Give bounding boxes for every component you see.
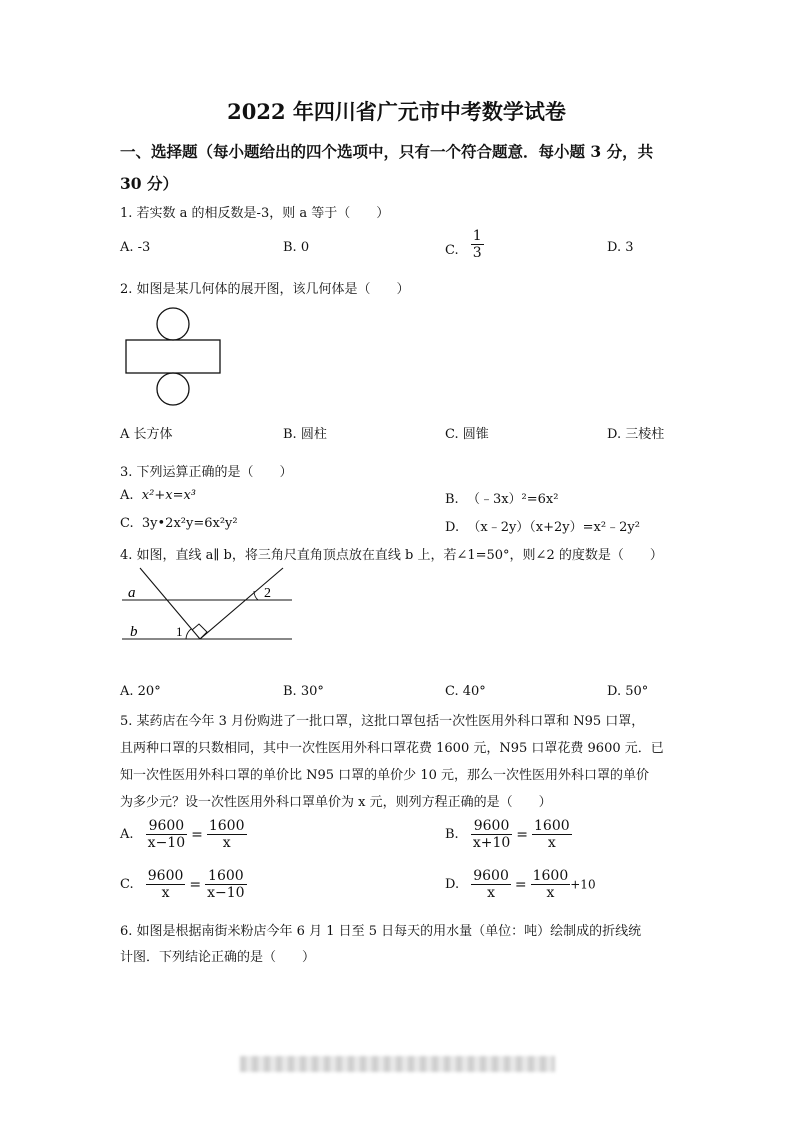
option-tail: +10 xyxy=(570,877,596,892)
fraction-denominator: x xyxy=(547,835,556,852)
fraction-numerator: 9600 xyxy=(147,868,184,884)
equals-sign: = xyxy=(189,876,202,893)
q3-option-a xyxy=(120,488,196,503)
q3-stem: 3. 下列运算正确的是（ ） xyxy=(120,465,293,480)
net-figure xyxy=(118,304,228,414)
fraction-numerator: 9600 xyxy=(471,818,512,835)
label-angle-1: 1 xyxy=(176,624,183,639)
equals-sign: = xyxy=(191,826,203,843)
q3-option-d xyxy=(445,516,640,535)
option-label: B. xyxy=(445,827,459,843)
q1-option-a: A. -3 xyxy=(120,240,151,255)
triangle-leg-right xyxy=(200,568,283,639)
fraction-denominator: x−10 xyxy=(147,835,186,852)
triangle-leg-left xyxy=(140,568,200,639)
fraction-left xyxy=(471,818,512,851)
fraction-left xyxy=(146,868,186,901)
q2-option-b: B. 圆柱 xyxy=(283,427,327,442)
option-expression: x²+x=x³ xyxy=(141,488,196,503)
option-label: A. xyxy=(120,827,134,843)
fraction-denominator: x xyxy=(161,885,170,902)
q5-line2: 且两种口罩的只数相同，其中一次性医用外科口罩花费 1600 元，N95 口罩花费 9600 元．已 xyxy=(120,741,664,756)
fraction-numerator: 1600 xyxy=(208,818,245,834)
q5-option-c xyxy=(120,868,247,901)
fraction-numerator: 1600 xyxy=(534,818,570,834)
top-circle xyxy=(157,308,189,340)
fraction-numerator: 1 xyxy=(472,228,482,244)
q4-option-a: A. 20° xyxy=(120,684,161,699)
q2-stem: 2. 如图是某几何体的展开图，该几何体是（ ） xyxy=(120,282,410,297)
fraction-denominator: x xyxy=(222,835,231,852)
option-label: D. xyxy=(445,877,460,893)
q5-option-d xyxy=(445,868,596,901)
bottom-circle xyxy=(157,373,189,405)
fraction-denominator: x−10 xyxy=(207,885,245,902)
q4-stem: 4. 如图，直线 a∥ b，将三角尺直角顶点放在直线 b 上，若∠1=50°，则∠2 的度数是（ ） xyxy=(120,548,663,563)
equals-sign: = xyxy=(514,876,527,893)
fraction-numerator: 1600 xyxy=(532,868,569,884)
option-expression: （﹣3x）²=6x² xyxy=(466,492,559,507)
fraction-numerator: 9600 xyxy=(473,868,509,884)
angle-1-arc xyxy=(186,629,191,639)
section-heading-line1: 一、选择题（每小题给出的四个选项中，只有一个符合题意．每小题 3 分，共 xyxy=(120,142,654,161)
q2-option-d: D. 三棱柱 xyxy=(607,427,665,442)
fraction-right xyxy=(532,818,572,851)
q4-option-d: D. 50° xyxy=(607,684,649,699)
q5-option-a xyxy=(120,818,247,851)
option-label: C. xyxy=(120,516,134,531)
q5-line4: 为多少元？设一次性医用外科口罩单价为 x 元，则列方程正确的是（ ） xyxy=(120,795,552,810)
q1-option-b: B. 0 xyxy=(283,240,310,255)
q1-option-c xyxy=(445,228,484,262)
q2-option-c: C. 圆锥 xyxy=(445,427,489,442)
fraction-numerator: 1600 xyxy=(205,868,246,885)
fraction-denominator: x+10 xyxy=(472,835,511,852)
fraction-denominator: x xyxy=(546,885,555,902)
q1-option-d: D. 3 xyxy=(607,240,634,255)
q4-option-c: C. 40° xyxy=(445,684,486,699)
fraction-denominator: 3 xyxy=(472,245,482,262)
equals-sign: = xyxy=(516,826,529,843)
label-b: b xyxy=(130,624,138,640)
fraction-right xyxy=(207,818,247,851)
fraction-numerator: 9600 xyxy=(146,818,187,835)
option-label: C. xyxy=(120,877,134,893)
fraction-right xyxy=(205,868,246,901)
option-label: B. xyxy=(445,492,459,507)
blurred-footer-watermark xyxy=(240,1056,555,1072)
q4-option-b: B. 30° xyxy=(283,684,324,699)
q6-line1: 6. 如图是根据南街米粉店今年 6 月 1 日至 5 日每天的用水量（单位：吨）绘制成的折线统 xyxy=(120,924,642,939)
q1-option-c-label: C. xyxy=(445,243,459,259)
q6-line2: 计图．下列结论正确的是（ ） xyxy=(120,950,316,965)
q1-option-c-fraction xyxy=(471,228,484,261)
q3-option-c xyxy=(120,516,238,531)
q1-stem: 1. 若实数 a 的相反数是-3，则 a 等于（ ） xyxy=(120,206,390,221)
q3-option-b xyxy=(445,488,558,507)
q5-option-b xyxy=(445,818,572,851)
page-title: 2022 年四川省广元市中考数学试卷 xyxy=(227,99,566,124)
fraction-denominator: x xyxy=(487,885,495,902)
parallel-lines-figure xyxy=(118,566,298,650)
option-expression: 3y•2x²y=6x²y² xyxy=(141,516,238,531)
q5-line3: 知一次性医用外科口罩的单价比 N95 口罩的单价少 10 元，那么一次性医用外科口罩的单价 xyxy=(120,768,649,783)
label-a: a xyxy=(128,585,136,601)
fraction-left xyxy=(471,868,511,901)
option-expression: （x﹣2y）（x+2y）=x²﹣2y² xyxy=(467,520,640,535)
q2-option-a: A 长方体 xyxy=(120,427,173,442)
label-angle-2: 2 xyxy=(264,586,271,601)
fraction-left xyxy=(146,818,187,851)
section-heading-line2: 30 分） xyxy=(120,174,178,193)
fraction-right xyxy=(531,868,571,901)
option-label: A. xyxy=(120,488,134,503)
option-label: D. xyxy=(445,520,460,535)
q5-line1: 5. 某药店在今年 3 月份购进了一批口罩，这批口罩包括一次性医用外科口罩和 N95 口罩， xyxy=(120,714,645,729)
rectangle-face xyxy=(126,340,220,373)
